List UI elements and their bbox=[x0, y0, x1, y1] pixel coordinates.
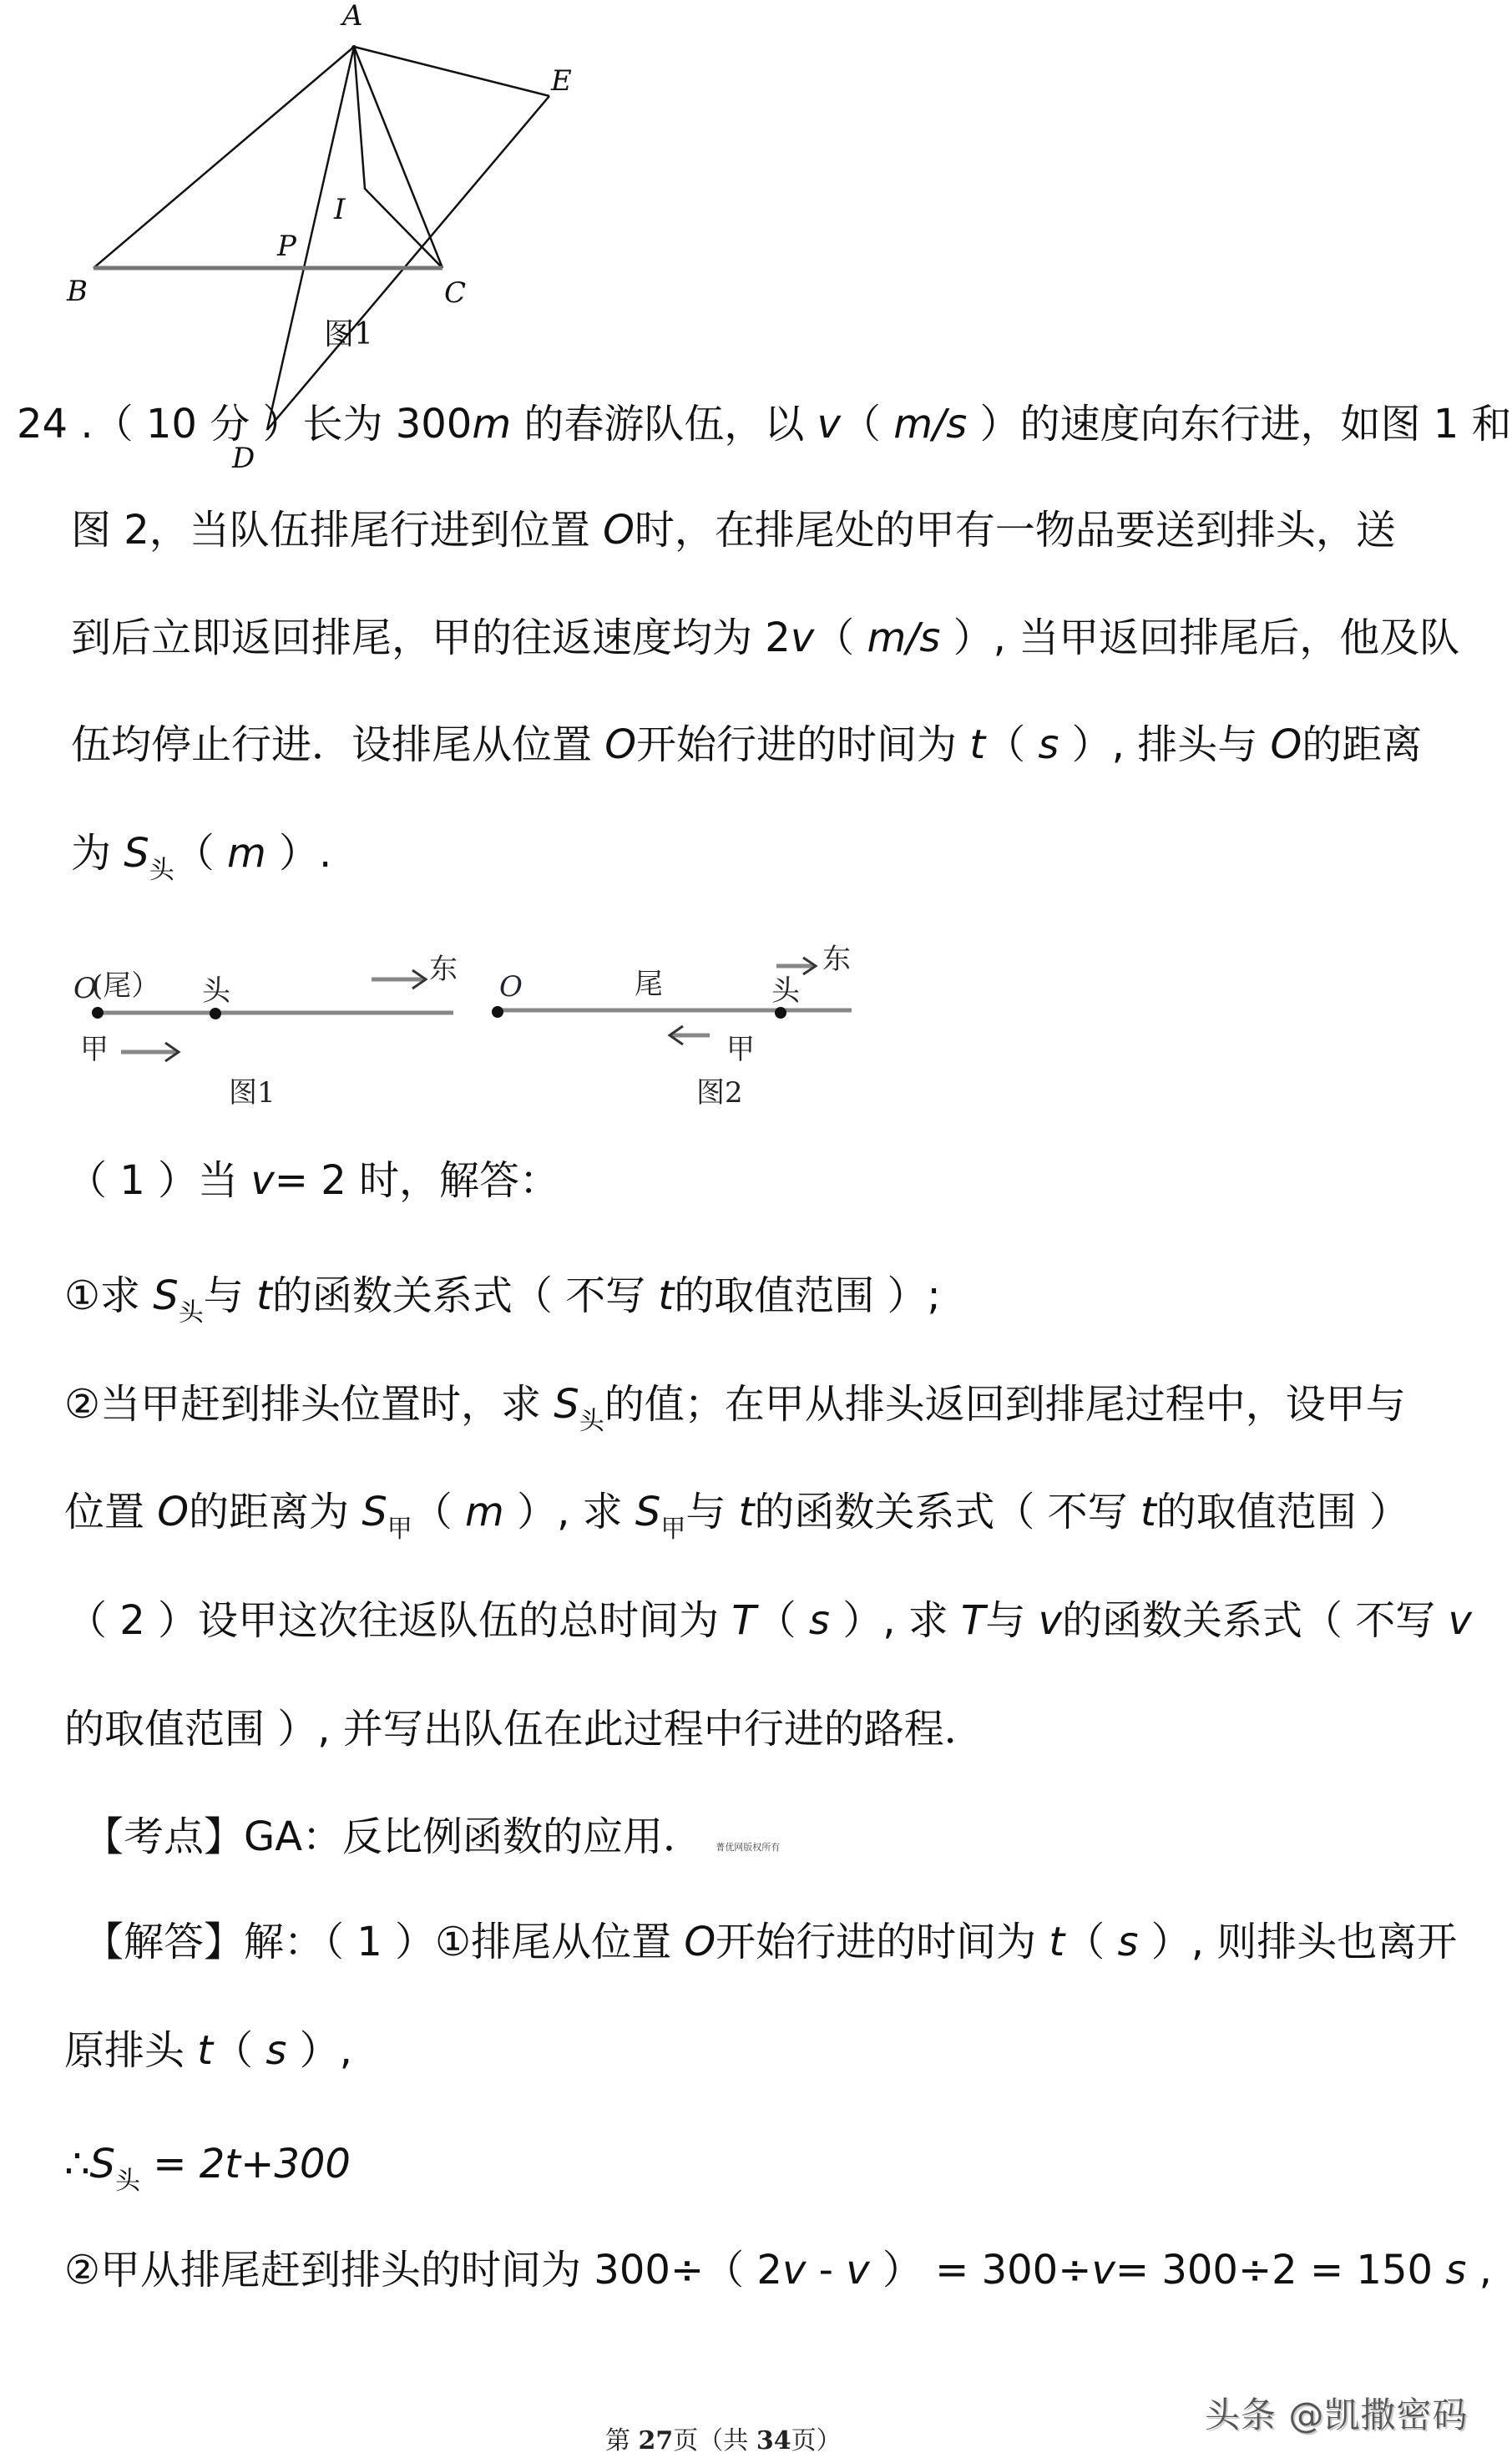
part1-b-line2: 位置 O的距离为 $S_甲$（ m ）, 求 $S_甲$与 t的函数关系式（ 不写 t的取值范围 ） bbox=[64, 1489, 1410, 1544]
label-A: A bbox=[342, 0, 363, 33]
part1-b-line1: ②当甲赶到排头位置时，求 $S_头$的值；在甲从排头返回到排尾过程中，设甲与 bbox=[64, 1381, 1406, 1436]
fig2-east-label: 东 bbox=[822, 943, 851, 976]
fig1-walker-label: 甲 bbox=[80, 1033, 109, 1066]
solution-line-1: 【解答】解：（ 1 ）①排尾从位置 O开始行进的时间为 t（ s ）, 则排头也离开 bbox=[83, 1919, 1458, 1965]
fig2-walker-label: 甲 bbox=[726, 1033, 755, 1066]
label-C: C bbox=[444, 276, 467, 310]
question-line-5: 为 $S_头$（ m ）. bbox=[71, 830, 332, 885]
fig1-tail-label: (尾） bbox=[92, 969, 160, 1003]
page-current: 27 bbox=[638, 2426, 674, 2455]
question-line-2: 图 2，当队伍排尾行进到位置 O时，在排尾处的甲有一物品要送到排头，送 bbox=[71, 507, 1396, 554]
page-total: 34 bbox=[756, 2426, 791, 2455]
label-I: I bbox=[334, 193, 346, 226]
fig2-tail-label: 尾 bbox=[635, 968, 663, 1001]
label-D: D bbox=[232, 442, 255, 475]
geometry-figure bbox=[0, 0, 635, 475]
fig2-head-label: 头 bbox=[771, 974, 800, 1008]
fig2-east-arrow bbox=[776, 958, 816, 974]
solution-line-3: $\therefore S_头 = 2t+300$ bbox=[64, 2141, 351, 2196]
solution-line-4: ②甲从排尾赶到排头的时间为 300÷（ 2v - v ） = 300÷v= 300÷2 = 150 s , bbox=[64, 2247, 1492, 2294]
fig1-east-label: 东 bbox=[429, 953, 458, 986]
question-line-4: 伍均停止行进．设排尾从位置 O开始行进的时间为 t（ s ）, 排头与 O的距离 bbox=[71, 721, 1423, 768]
page-footer: 第 27页（共 34页） bbox=[605, 2426, 842, 2455]
part2-line2: 的取值范围 ）, 并写出队伍在此过程中行进的路程． bbox=[64, 1706, 984, 1752]
label-E: E bbox=[551, 64, 572, 98]
fig2-walker-arrow bbox=[670, 1026, 710, 1044]
copyright-mark: 菁优网版权所有 bbox=[716, 1842, 781, 1853]
question-line-1: 24 .（ 10 分 ）长为 300m 的春游队伍，以 v（ m/s ）的速度向东行进，如图 1 和 bbox=[17, 401, 1512, 448]
part2-line1: （ 2 ）设甲这次往返队伍的总时间为 T（ s ）, 求 T与 v的函数关系式（ 不写 v bbox=[67, 1597, 1472, 1644]
fig2-origin-label: O bbox=[499, 970, 523, 1004]
part1-intro: （ 1 ）当 v= 2 时，解答： bbox=[67, 1157, 560, 1204]
question-line-3: 到后立即返回排尾，甲的往返速度均为 2v（ m/s ）, 当甲返回排尾后，他及队 bbox=[71, 614, 1460, 661]
fig1-head-label: 头 bbox=[202, 974, 230, 1008]
kaodian-line: 【考点】GA：反比例函数的应用． 菁优网版权所有 bbox=[83, 1813, 781, 1860]
source-watermark: 头条 @凯撒密码 bbox=[1205, 2395, 1469, 2435]
fig1-walker-arrow bbox=[121, 1043, 179, 1061]
fig1-east-arrow bbox=[372, 970, 426, 989]
solution-line-2: 原排头 t（ s ）, bbox=[64, 2027, 352, 2074]
fig2-caption: 图2 bbox=[696, 1076, 743, 1110]
figure-caption: 图1 bbox=[324, 317, 373, 351]
part1-a: ①求 $S_头$与 t的函数关系式（ 不写 t的取值范围 ）; bbox=[64, 1272, 941, 1328]
number-line-figures bbox=[0, 918, 918, 1119]
fig1-caption: 图1 bbox=[229, 1076, 276, 1110]
label-P: P bbox=[277, 230, 296, 263]
fig1-origin-label: O bbox=[73, 972, 97, 1005]
label-B: B bbox=[67, 275, 88, 308]
